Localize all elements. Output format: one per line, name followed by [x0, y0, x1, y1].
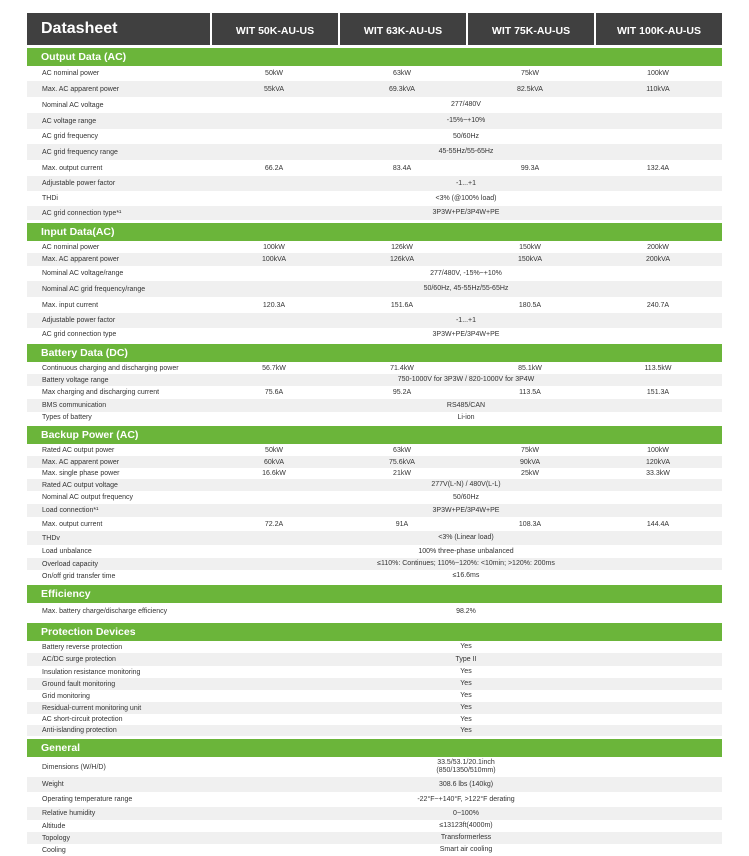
row-label: Max. AC apparent power	[42, 256, 120, 263]
spanned-cell-value	[210, 796, 722, 804]
cell-value-line: -1...+1	[455, 316, 477, 324]
row-label: Load unbalance	[42, 548, 92, 555]
cell-value: 100kW	[263, 243, 285, 251]
row-label: Insulation resistance monitoring	[42, 668, 141, 676]
row-label: Dimensions (W/H/D)	[42, 763, 106, 771]
cell-value-line: -1...+1	[455, 179, 477, 187]
spanned-cell-value	[210, 317, 722, 325]
spanned-cell-value	[210, 117, 722, 125]
table-row	[27, 531, 722, 545]
section-header: Battery Data (DC)	[27, 344, 722, 362]
table-row	[27, 176, 722, 191]
cell-value: 99.3A	[520, 164, 540, 172]
row-label: On/off grid transfer time	[42, 572, 116, 580]
cell-value: 25kW	[521, 470, 539, 477]
row-label: Nominal AC output frequency	[42, 494, 134, 501]
table-row	[27, 97, 722, 113]
spanned-cell-value	[210, 195, 722, 203]
table-row	[27, 820, 722, 832]
cell-value-line: 100% three-phase unbalanced	[418, 547, 514, 555]
spanned-cell-value	[210, 643, 722, 651]
cell-value: 100kVA	[262, 256, 286, 263]
cell-value: 110kVA	[646, 85, 670, 93]
row-label: THDv	[42, 534, 60, 542]
table-row	[27, 504, 722, 517]
cell-value-line: Yes	[460, 692, 472, 699]
table-row	[27, 399, 722, 412]
section-header: Output Data (AC)	[27, 48, 722, 66]
table-row	[27, 160, 722, 176]
table-row	[27, 253, 722, 266]
row-label: Nominal AC grid frequency/range	[42, 285, 146, 293]
row-label: AC grid frequency	[42, 133, 99, 140]
row-label: AC/DC surge protection	[42, 656, 116, 663]
datasheet-table	[27, 13, 722, 856]
cell-value: 240.7A	[646, 301, 670, 309]
cell-value: 66.2A	[264, 164, 284, 172]
table-row	[27, 678, 722, 690]
cell-value-line: Yes	[460, 726, 472, 734]
row-label: Load connection*¹	[42, 507, 99, 514]
table-row	[27, 690, 722, 702]
spanned-cell-value	[210, 148, 722, 156]
cell-value: 85.1kW	[518, 364, 542, 372]
table-row	[27, 374, 722, 386]
table-row	[27, 444, 722, 456]
row-label: Nominal AC voltage	[42, 101, 104, 109]
table-row	[27, 266, 722, 281]
cell-value-line: 98.2%	[456, 607, 476, 615]
row-label: Adjustable power factor	[42, 317, 116, 324]
row-label: Max. AC apparent power	[42, 458, 120, 466]
row-label: Max. AC apparent power	[42, 85, 120, 93]
table-row	[27, 412, 722, 423]
cell-value: 150kW	[519, 243, 541, 251]
spanned-cell-value	[210, 270, 722, 278]
row-label: Battery reverse protection	[42, 643, 123, 651]
spanned-cell-value	[210, 704, 722, 712]
spanned-cell-value	[210, 759, 722, 775]
spanned-cell-value	[210, 133, 722, 141]
row-label: Nominal AC voltage/range	[42, 270, 124, 277]
table-row	[27, 558, 722, 570]
cell-value: 151.6A	[390, 301, 414, 309]
spanned-cell-value	[210, 331, 722, 339]
row-label: Ground fault monitoring	[42, 680, 116, 688]
section-header: Efficiency	[27, 585, 722, 603]
table-row	[27, 113, 722, 129]
cell-value-line: -15%~+10%	[446, 117, 486, 124]
row-label: Topology	[42, 834, 71, 842]
cell-value-line: Yes	[460, 668, 472, 675]
cell-value-line: 277/480V	[451, 101, 481, 108]
row-label: AC grid connection type*¹	[42, 209, 122, 217]
row-label: AC nominal power	[42, 243, 100, 251]
spanned-cell-value	[210, 834, 722, 842]
cell-value-line: 33.5/53.1/20.1inch	[437, 759, 495, 766]
section-header: Input Data(AC)	[27, 223, 722, 241]
row-label: Max. input current	[42, 301, 99, 309]
cell-value-line: 3P3W+PE/3P4W+PE	[432, 209, 500, 216]
cell-value: 180.5A	[518, 301, 542, 309]
cell-value: 33.3kW	[646, 470, 670, 477]
cell-value: 126kVA	[390, 256, 414, 263]
cell-value-line: Yes	[460, 704, 472, 711]
cell-value-line: Transformerless	[440, 834, 492, 841]
cell-value: 60kVA	[263, 458, 285, 466]
cell-value: 55kVA	[263, 85, 285, 93]
spanned-cell-value	[210, 822, 722, 830]
cell-value-line: 308.6 lbs (140kg)	[438, 780, 494, 788]
model-column-header: WIT 63K-AU-US	[338, 13, 466, 45]
cell-value-line: Yes	[460, 643, 472, 650]
spanned-cell-value	[210, 692, 722, 700]
spanned-cell-value	[210, 716, 722, 724]
section-header: Backup Power (AC)	[27, 426, 722, 444]
table-row	[27, 714, 722, 725]
spanned-cell-value	[210, 548, 722, 556]
cell-value-line: 277V(L-N) / 480V(L-L)	[431, 481, 501, 488]
section-header: General	[27, 739, 722, 757]
spanned-cell-value	[210, 560, 722, 568]
table-row	[27, 844, 722, 856]
cell-value-line: 750-1000V for 3P3W / 820-1000V for 3P4W	[397, 376, 535, 383]
model-column-header: WIT 75K-AU-US	[466, 13, 594, 45]
row-label: Operating temperature range	[42, 796, 133, 803]
row-label: Max. output current	[42, 164, 103, 172]
cell-value-line: Type II	[455, 655, 477, 663]
cell-value-line: 0~100%	[453, 809, 479, 817]
cell-value-line: Yes	[460, 715, 472, 723]
table-header	[27, 13, 722, 45]
cell-value-line: 50/60Hz, 45-55Hz/55-65Hz	[423, 285, 509, 292]
table-row	[27, 206, 722, 220]
table-row	[27, 129, 722, 144]
table-row	[27, 603, 722, 620]
row-label: Anti-islanding protection	[42, 727, 117, 734]
cell-value: 72.2A	[264, 520, 284, 528]
cell-value: 75kW	[521, 446, 539, 454]
model-column-header: WIT 50K-AU-US	[210, 13, 338, 45]
row-label: Altitude	[42, 822, 66, 830]
row-label: Cooling	[42, 846, 66, 854]
row-label: Continuous charging and discharging power	[42, 364, 179, 372]
cell-value-line: 50/60Hz	[452, 132, 480, 140]
cell-value: 83.4A	[392, 164, 412, 172]
table-row	[27, 666, 722, 678]
cell-value-line: ≤16.6ms	[452, 572, 480, 579]
cell-value-line: ≤13123ft(4000m)	[439, 822, 493, 829]
cell-value: 144.4A	[646, 520, 670, 528]
cell-value: 90kVA	[519, 458, 541, 466]
cell-value: 100kW	[647, 446, 669, 454]
table-row	[27, 241, 722, 253]
cell-value: 150kVA	[518, 256, 542, 263]
cell-value: 126kW	[391, 243, 413, 251]
cell-value-line: <3% (@100% load)	[435, 194, 497, 202]
spanned-cell-value	[210, 534, 722, 542]
table-row	[27, 807, 722, 820]
spanned-cell-value	[210, 781, 722, 789]
row-label: Relative humidity	[42, 810, 96, 817]
cell-value: 108.3A	[518, 520, 542, 528]
table-row	[27, 328, 722, 341]
table-row	[27, 725, 722, 736]
row-label: BMS communication	[42, 402, 107, 409]
cell-value: 200kW	[647, 243, 669, 251]
table-row	[27, 517, 722, 531]
table-row	[27, 313, 722, 328]
row-label: AC grid frequency range	[42, 148, 118, 156]
cell-value: 151.3A	[646, 389, 670, 396]
section-header: Protection Devices	[27, 623, 722, 641]
cell-value-line: <3% (Linear load)	[438, 534, 494, 541]
table-row	[27, 641, 722, 653]
spanned-cell-value	[210, 668, 722, 676]
cell-value: 132.4A	[646, 164, 670, 172]
cell-value: 82.5kVA	[517, 85, 543, 93]
spanned-cell-value	[210, 481, 722, 489]
row-label: Grid monitoring	[42, 692, 90, 700]
cell-value-line: 50/60Hz	[452, 493, 480, 501]
table-row	[27, 832, 722, 844]
spanned-cell-value	[210, 507, 722, 515]
cell-value: 113.5A	[519, 389, 541, 396]
table-row	[27, 362, 722, 374]
spanned-cell-value	[210, 180, 722, 188]
spanned-cell-value	[210, 376, 722, 384]
datasheet-title: Datasheet	[27, 13, 210, 45]
cell-value-line: 45-55Hz/55-65Hz	[438, 148, 494, 155]
spanned-cell-value	[210, 656, 722, 664]
table-row	[27, 702, 722, 714]
table-row	[27, 491, 722, 504]
row-label: Max. single phase power	[42, 470, 120, 477]
table-row	[27, 456, 722, 468]
cell-value: 113.5kW	[644, 364, 672, 372]
table-row	[27, 281, 722, 297]
cell-value: 91A	[395, 520, 409, 528]
cell-value: 120kVA	[646, 458, 670, 466]
cell-value-line: 3P3W+PE/3P4W+PE	[432, 330, 500, 338]
table-row	[27, 777, 722, 792]
table-row	[27, 66, 722, 81]
row-label: Overload capacity	[42, 560, 99, 568]
table-row	[27, 479, 722, 491]
table-row	[27, 191, 722, 206]
spanned-cell-value	[210, 285, 722, 293]
cell-value: 75.6kVA	[389, 458, 415, 466]
cell-value: 100kW	[647, 70, 669, 77]
cell-value: 63kW	[393, 70, 411, 77]
cell-value-line: 277/480V, -15%~+10%	[430, 269, 502, 277]
row-label: Max charging and discharging current	[42, 389, 160, 396]
spanned-cell-value	[210, 101, 722, 109]
cell-value: 75.6A	[264, 389, 284, 396]
row-label: Rated AC output power	[42, 446, 115, 454]
spanned-cell-value	[210, 608, 722, 616]
row-label: AC voltage range	[42, 117, 97, 125]
cell-value-line: ≤110%: Continues; 110%~120%: <10min; >120%: 200ms	[377, 560, 555, 567]
row-label: Weight	[42, 781, 64, 788]
cell-value-line: Yes	[460, 680, 472, 687]
table-row	[27, 81, 722, 97]
row-label: Residual-current monitoring unit	[42, 704, 142, 712]
spanned-cell-value	[210, 846, 722, 854]
table-body	[27, 48, 722, 856]
table-row	[27, 653, 722, 666]
spanned-cell-value	[210, 414, 722, 422]
row-label: Max. output current	[42, 520, 103, 528]
spanned-cell-value	[210, 810, 722, 818]
cell-value: 200kVA	[646, 256, 670, 263]
cell-value-line: RS485/CAN	[446, 401, 486, 409]
table-row	[27, 297, 722, 313]
cell-value: 16.6kW	[262, 470, 286, 477]
cell-value: 50kW	[265, 70, 283, 77]
table-row	[27, 545, 722, 558]
cell-value: 63kW	[393, 446, 411, 454]
row-label: Max. battery charge/discharge efficiency	[42, 608, 168, 615]
row-label: Rated AC output voltage	[42, 481, 118, 489]
cell-value: 95.2A	[392, 389, 412, 396]
cell-value-line: Smart air cooling	[439, 846, 493, 853]
spanned-cell-value	[210, 572, 722, 580]
spanned-cell-value	[210, 209, 722, 217]
row-label: AC nominal power	[42, 70, 100, 77]
spanned-cell-value	[210, 680, 722, 688]
row-label: Battery voltage range	[42, 376, 109, 384]
cell-value-line: (850/1350/510mm)	[436, 767, 496, 774]
row-label: Adjustable power factor	[42, 180, 116, 187]
model-column-header: WIT 100K-AU-US	[594, 13, 722, 45]
cell-value: 120.3A	[262, 301, 286, 309]
row-label: THDi	[42, 195, 58, 202]
table-row	[27, 144, 722, 160]
table-row	[27, 468, 722, 479]
cell-value: 75kW	[521, 70, 539, 77]
cell-value: 71.4kW	[390, 364, 414, 372]
row-label: Types of battery	[42, 414, 92, 421]
cell-value-line: Li-ion	[457, 413, 475, 421]
table-row	[27, 792, 722, 807]
table-row	[27, 386, 722, 399]
row-label: AC short-circuit protection	[42, 716, 123, 723]
cell-value: 50kW	[265, 446, 283, 454]
table-row	[27, 570, 722, 582]
cell-value-line: -22°F~+140°F, >122°F derating	[417, 795, 515, 803]
spanned-cell-value	[210, 727, 722, 735]
cell-value: 69.3kVA	[389, 85, 415, 93]
cell-value: 56.7kW	[262, 364, 286, 372]
spanned-cell-value	[210, 402, 722, 410]
cell-value-line: 3P3W+PE/3P4W+PE	[432, 506, 500, 514]
spanned-cell-value	[210, 494, 722, 502]
row-label: AC grid connection type	[42, 331, 117, 338]
table-row	[27, 757, 722, 777]
cell-value: 21kW	[393, 470, 411, 477]
